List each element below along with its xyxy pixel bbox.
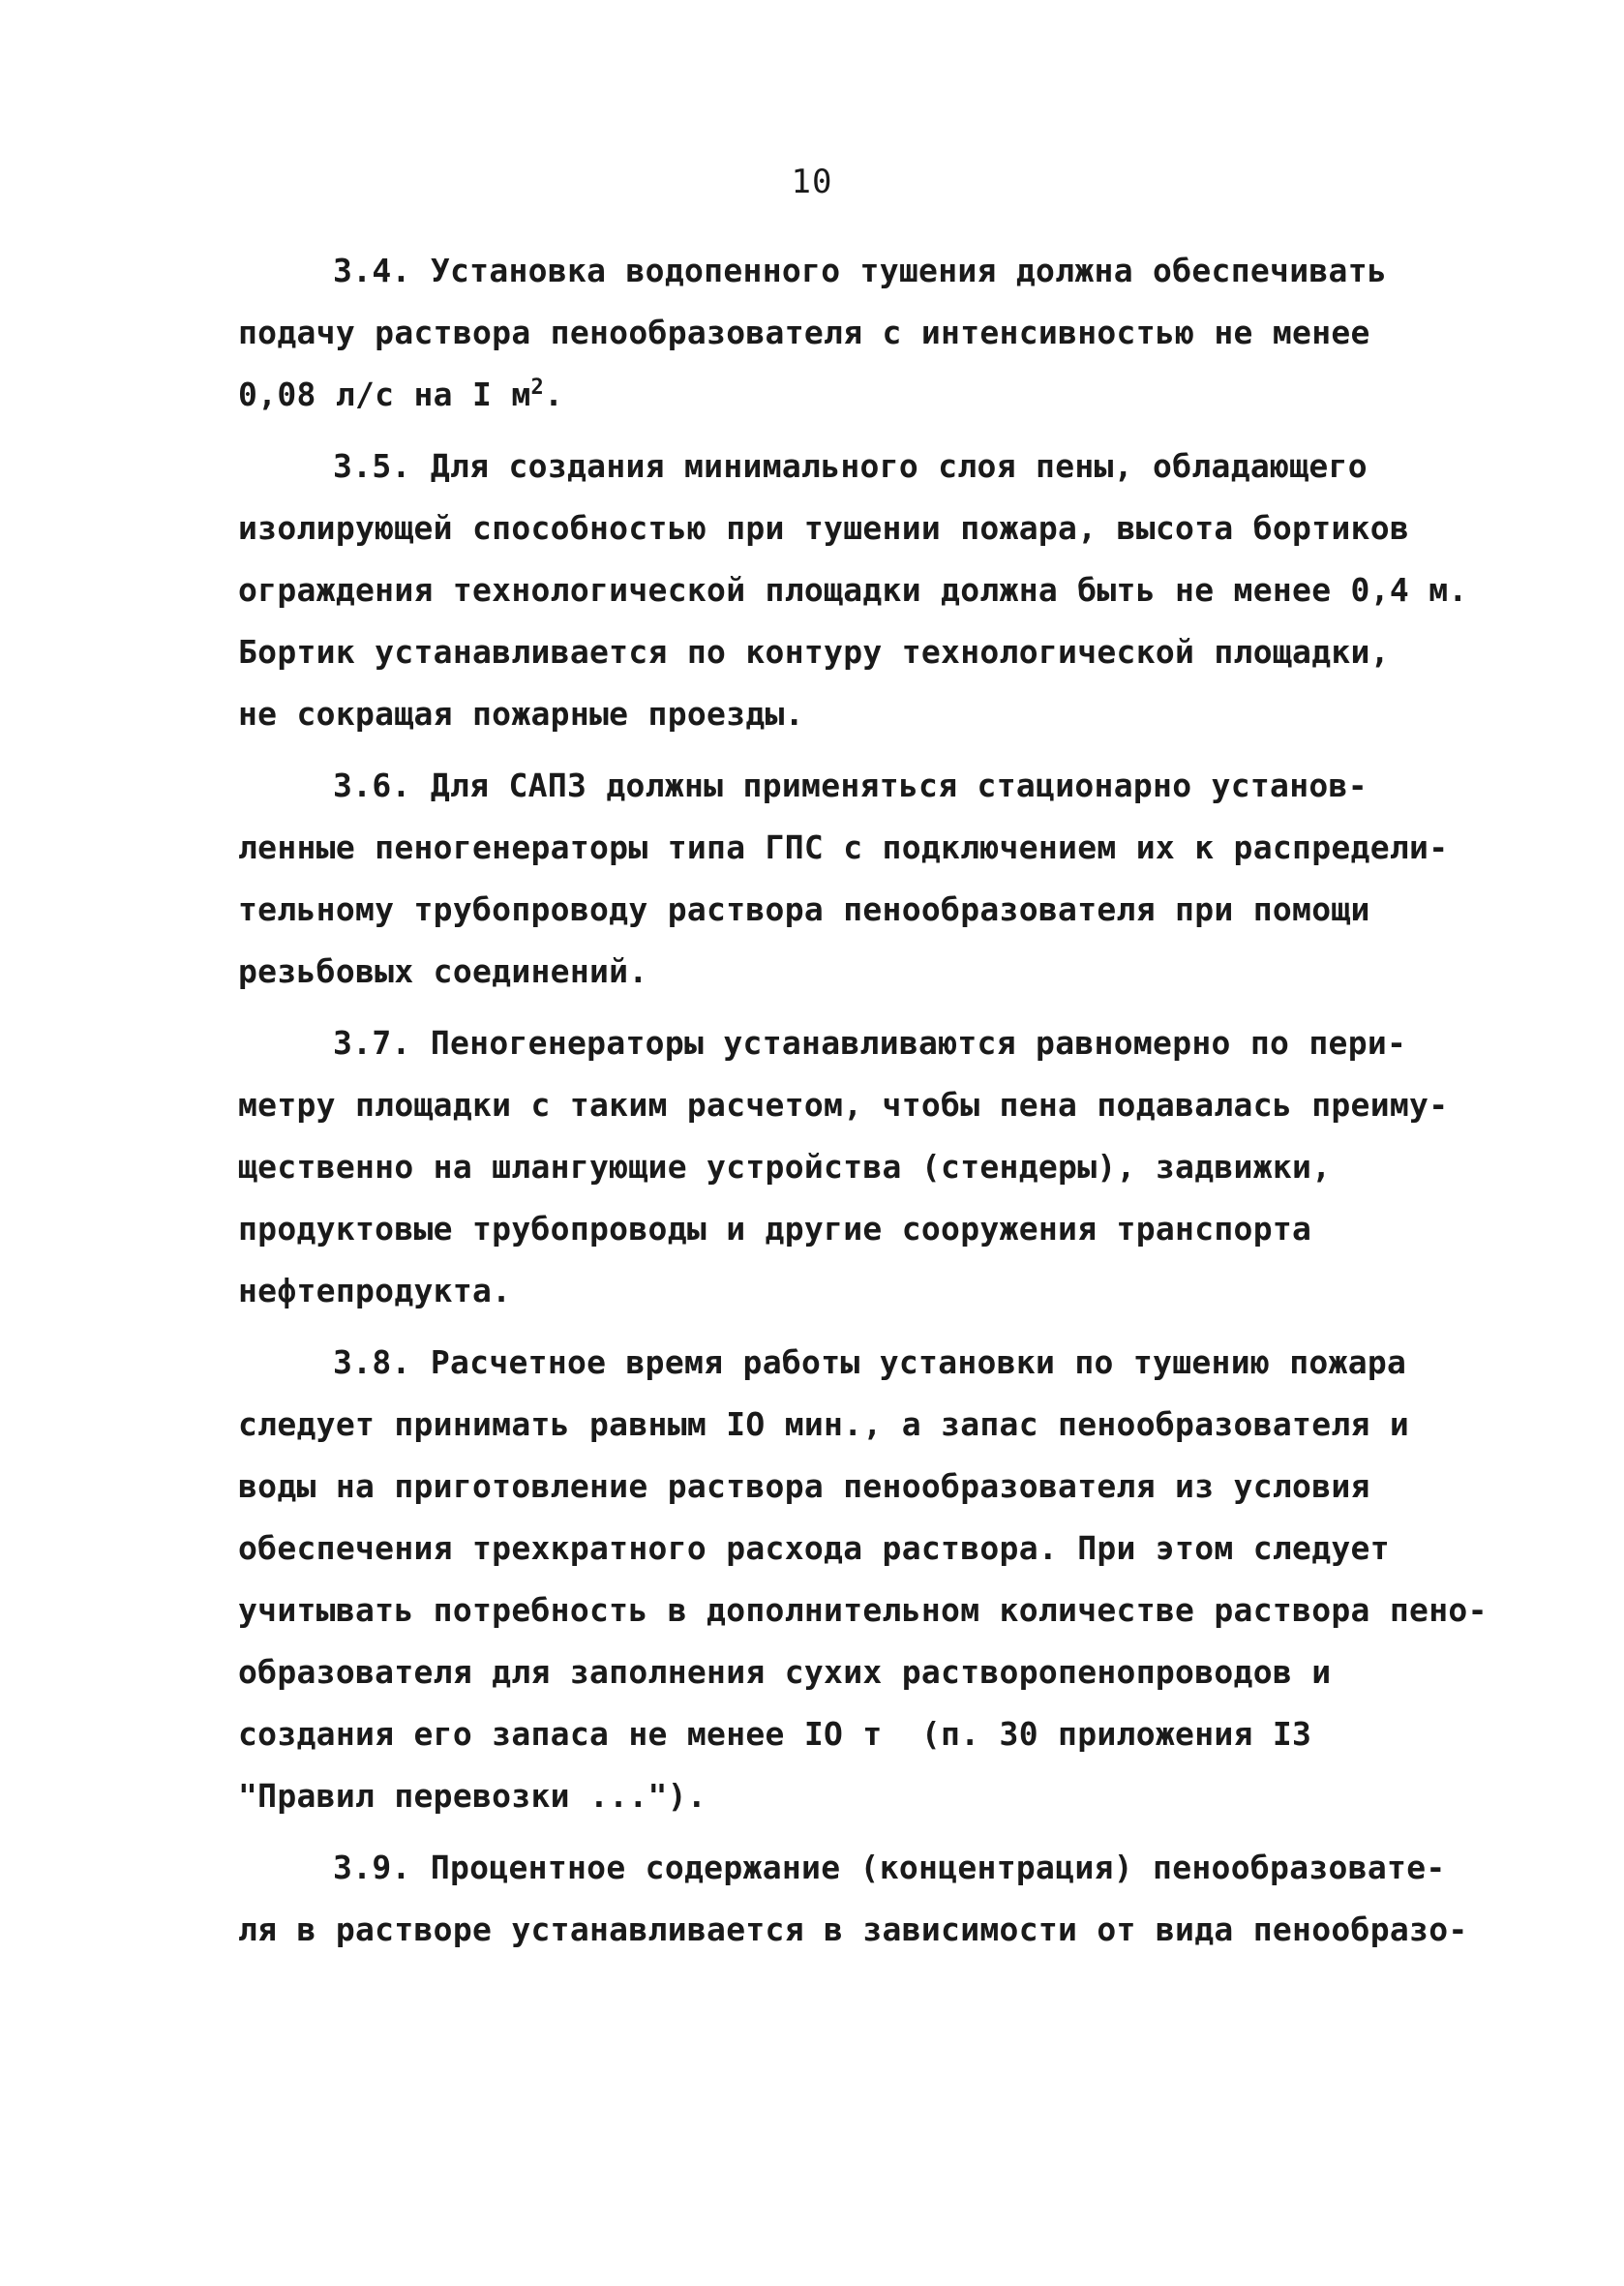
- text-line: образователя для заполнения сухих растворопенопроводов и: [238, 1653, 1332, 1691]
- text-line: ограждения технологической площадки должна быть не менее 0,4 м.: [238, 571, 1468, 609]
- text-line: 3.7. Пеногенераторы устанавливаются равномерно по пери-: [333, 1024, 1407, 1062]
- text-line: учитывать потребность в дополнительном количестве раствора пено-: [238, 1591, 1488, 1629]
- text-line: метру площадки с таким расчетом, чтобы пена подавалась преиму-: [238, 1086, 1449, 1124]
- text-line: "Правил перевозки ...").: [238, 1777, 707, 1815]
- text-line: создания его запаса не менее IO т (п. 30 приложения I3: [238, 1715, 1312, 1753]
- text-line: 3.4. Установка водопенного тушения должна обеспечивать: [333, 252, 1388, 289]
- paragraph-3-8: [238, 1332, 1488, 1827]
- text-line: 0,08 л/с на I м: [238, 376, 531, 413]
- page-number: 10: [791, 163, 833, 201]
- text-line: тельному трубопроводу раствора пенообразователя при помощи: [238, 890, 1370, 928]
- text-line: изолирующей способностью при тушении пожара, высота бортиков: [238, 509, 1410, 547]
- text-line: обеспечения трехкратного расхода раствора. При этом следует: [238, 1529, 1390, 1567]
- line-end: .: [544, 376, 564, 413]
- text-line: 3.8. Расчетное время работы установки по тушению пожара: [333, 1343, 1407, 1381]
- text-line: ленные пеногенераторы типа ГПС с подключением их к распредели-: [238, 828, 1449, 866]
- paragraph-3-9: [238, 1837, 1468, 1961]
- text-line: 3.9. Процентное содержание (концентрация) пенообразовате-: [333, 1849, 1446, 1886]
- superscript: 2: [530, 376, 545, 400]
- text-line: 3.5. Для создания минимального слоя пены, обладающего: [333, 447, 1368, 485]
- text-line: подачу раствора пенообразователя с интенсивностью не менее: [238, 314, 1370, 351]
- text-line: не сокращая пожарные проезды.: [238, 695, 804, 733]
- text-line: щественно на шлангующие устройства (стендеры), задвижки,: [238, 1148, 1332, 1186]
- text-line: ля в растворе устанавливается в зависимости от вида пенообразо-: [238, 1910, 1468, 1948]
- text-line: продуктовые трубопроводы и другие сооружения транспорта: [238, 1210, 1312, 1248]
- body-text: [238, 240, 1488, 1963]
- paragraph-3-7: [238, 1012, 1449, 1322]
- text-line: резьбовых соединений.: [238, 952, 648, 990]
- paragraph-3-5: [238, 436, 1468, 745]
- text-line: нефтепродукта.: [238, 1272, 512, 1309]
- paragraph-3-4: [238, 240, 1429, 426]
- text-line: 3.6. Для САПЗ должны применяться стационарно установ-: [333, 767, 1368, 804]
- text-line: Бортик устанавливается по контуру технологической площадки,: [238, 633, 1390, 671]
- text-line: воды на приготовление раствора пенообразователя из условия: [238, 1467, 1370, 1505]
- text-line-with-superscript: [238, 364, 1429, 426]
- paragraph-3-6: [238, 755, 1449, 1003]
- text-line: следует принимать равным IO мин., а запас пенообразователя и: [238, 1405, 1410, 1443]
